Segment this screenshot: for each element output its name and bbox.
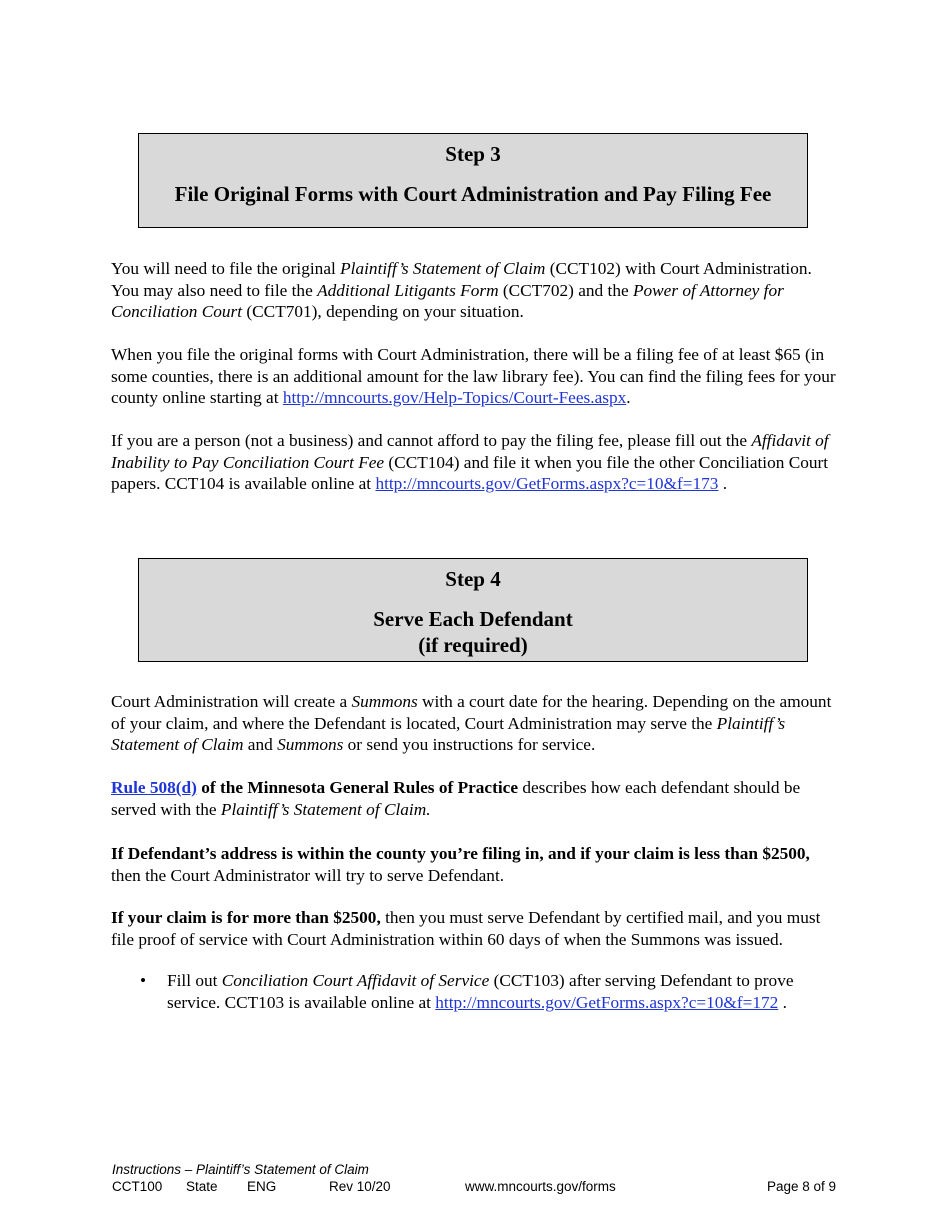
form-name-affidavit-inability: Affidavit of Inability to Pay Conciliation Court Fee <box>111 431 829 472</box>
bullet-icon: • <box>140 971 147 990</box>
under-2500-condition: If Defendant’s address is within the county you’re filing in, and if your claim is less than $2500, <box>111 844 810 863</box>
text-run: You will need to file the original <box>111 259 341 278</box>
footer-page-number: Page 8 of 9 <box>767 1179 837 1194</box>
page-footer <box>112 1161 842 1195</box>
form-name-statement-of-claim: Plaintiff’s Statement of Claim <box>111 713 786 754</box>
form-name-statement-of-claim: Plaintiff’s Statement of Claim. <box>220 799 431 819</box>
text-run: (CCT104) and file it when you file the other Conciliation Court papers. CCT104 is available online at <box>111 452 829 493</box>
text-run: (CCT701), depending on your situation. <box>242 302 524 321</box>
text-run: and <box>243 735 278 754</box>
text-run: with a court date for the hearing. Depending on the amount of your claim, and where the Defendant is located, Court Administration may serve the <box>111 692 832 733</box>
filing-forms-paragraph <box>111 258 841 323</box>
text-run: Fill out <box>167 971 222 990</box>
footer-language: ENG <box>247 1179 277 1194</box>
court-fees-link[interactable]: http://mncourts.gov/Help-Topics/Court-Fees.aspx <box>282 388 627 407</box>
text-run: If you are a person (not a business) and cannot afford to pay the filing fee, please fill out the <box>111 431 752 450</box>
footer-revision: Rev 10/20 <box>329 1179 391 1194</box>
text-run: (CCT102) with Court Administration. You may also need to file the <box>111 259 812 300</box>
text-run: . <box>718 474 728 493</box>
footer-website: www.mncourts.gov/forms <box>465 1179 616 1194</box>
fee-waiver-paragraph <box>111 430 841 495</box>
step-4-label: Step 4 <box>445 567 501 591</box>
form-name-power-of-attorney: Power of Attorney for Conciliation Court <box>111 280 784 321</box>
rules-of-practice-text: of the Minnesota General Rules of Practice <box>196 778 518 797</box>
text-run: Court Administration will create a <box>111 692 352 711</box>
text-run: (CCT103) after serving Defendant to prove service. CCT103 is available online at <box>167 971 794 1012</box>
footer-document-title: Instructions – Plaintiff’s Statement of Claim <box>112 1162 369 1177</box>
rule-508d-link[interactable]: Rule 508(d) <box>111 778 197 797</box>
under-2500-paragraph <box>111 843 841 886</box>
text-run: describes how each defendant should be served with the <box>111 778 801 819</box>
footer-jurisdiction: State <box>186 1179 218 1194</box>
cct104-form-link[interactable]: http://mncourts.gov/GetForms.aspx?c=10&f=173 <box>375 474 719 493</box>
footer-info-row <box>112 1178 842 1195</box>
filing-fee-paragraph <box>111 344 841 409</box>
form-name-summons: Summons <box>277 735 344 754</box>
rule-508-paragraph <box>111 777 841 820</box>
text-run: or send you instructions for service. <box>343 735 596 754</box>
over-2500-paragraph <box>111 907 841 950</box>
step-4-title-line-1: Serve Each Defendant <box>373 607 573 631</box>
summons-paragraph <box>111 691 841 756</box>
step-4-title-line-2: (if required) <box>418 633 528 657</box>
text-run: then you must serve Defendant by certified mail, and you must file proof of service with Court Administration within 60 days of when the Summons was issued. <box>111 908 821 949</box>
step-3-header-box <box>138 133 808 228</box>
step-4-header-box <box>138 558 808 662</box>
list-item <box>140 970 830 1013</box>
text-run: (CCT702) and the <box>498 280 633 300</box>
text-run: When you file the original forms with Court Administration, there will be a filing fee of at least $65 (in some counties, there is an additional amount for the law library fee). You can find the filing fees for your county online starting at <box>111 345 836 407</box>
step-3-title: File Original Forms with Court Administration and Pay Filing Fee <box>174 182 772 206</box>
text-run: . <box>626 388 631 407</box>
text-run: . <box>778 992 787 1012</box>
text-run: then the Court Administrator will try to serve Defendant. <box>111 865 505 885</box>
footer-form-code: CCT100 <box>112 1179 163 1194</box>
step-3-label: Step 3 <box>445 142 501 166</box>
service-bullet-list <box>140 970 830 1013</box>
cct103-form-link[interactable]: http://mncourts.gov/GetForms.aspx?c=10&f=172 <box>435 992 779 1012</box>
step-4-title <box>139 606 807 658</box>
form-name-additional-litigants: Additional Litigants Form <box>317 280 499 300</box>
form-name-summons: Summons <box>351 692 418 711</box>
form-name-affidavit-of-service: Conciliation Court Affidavit of Service <box>221 971 490 990</box>
form-name-statement-of-claim: Plaintiff’s Statement of Claim <box>340 259 546 278</box>
over-2500-condition: If your claim is for more than $2500, <box>111 908 381 927</box>
